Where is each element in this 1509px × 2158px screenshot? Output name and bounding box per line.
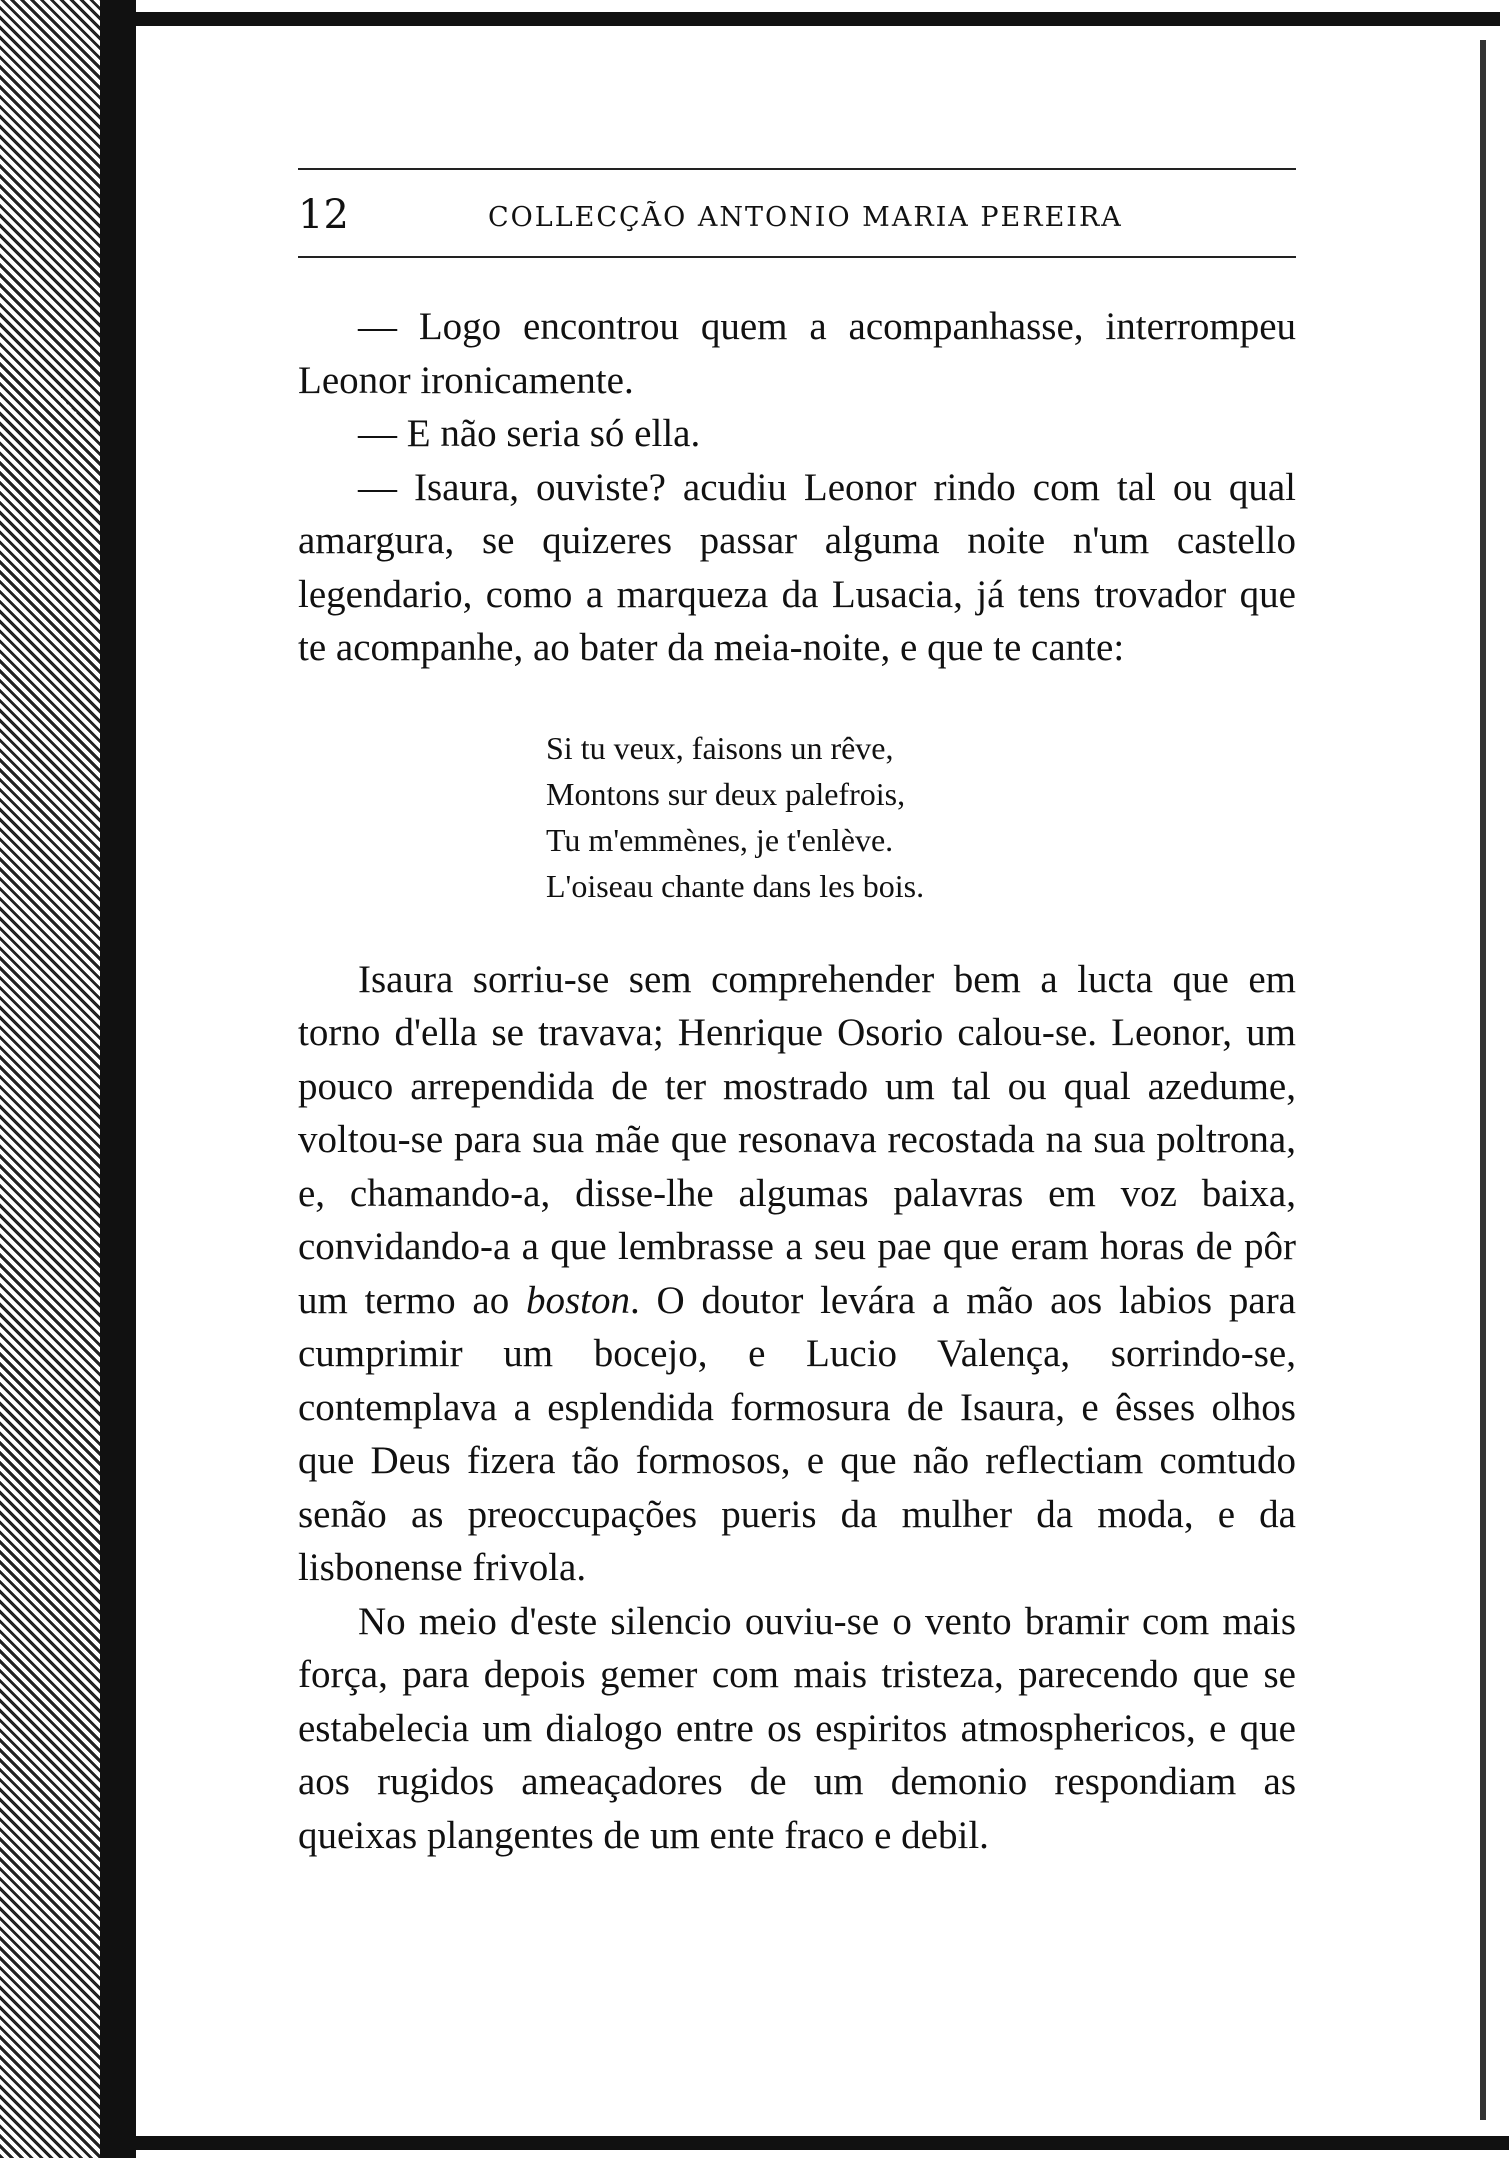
poem-line: Tu m'emmènes, je t'enlève. bbox=[546, 821, 894, 858]
paragraph-text: . O doutor levára a mão aos labios para cumprimir um bocejo, e Lucio Valença, sorrindo-se, contemplava a esplendida formosura de Isaura, e êsses olhos que Deus fizera tão formosos, e que não reflectiam comtudo senão as preoccupações pueris da mulher da moda, e da lisbonense frivola. bbox=[298, 1278, 1296, 1589]
dialogue-line: — E não seria só ella. bbox=[358, 412, 701, 455]
scan-top-edge bbox=[130, 12, 1500, 26]
scan-bottom-edge bbox=[110, 2136, 1509, 2150]
paragraph bbox=[298, 953, 1296, 1595]
dialogue-line: — Isaura, ouviste? acudiu Leonor rindo com tal ou qual amargura, se quizeres passar alguma noite n'um castello legendario, como a marqueza da Lusacia, já tens trovador que te acompanhe, ao bater da meia-noite, e que te cante: bbox=[298, 465, 1296, 669]
scan-right-edge bbox=[1480, 40, 1486, 2120]
page-number: 12 bbox=[298, 192, 349, 238]
poem-line: L'oiseau chante dans les bois. bbox=[546, 867, 925, 904]
page-body bbox=[298, 300, 1296, 1862]
dialogue-line: — Logo encontrou quem a acompanhasse, interrompeu Leonor ironicamente. bbox=[298, 305, 1296, 402]
paragraph: No meio d'este silencio ouviu-se o vento bramir com mais força, para depois gemer com mais tristeza, parecendo que se estabelecia um dialogo entre os espiritos atmosphericos, e que aos rugidos ameaçadores de um demonio respondiam as queixas plangentes de um ente fraco e debil. bbox=[298, 1599, 1296, 1857]
poem-stanza bbox=[546, 725, 1296, 909]
poem-line: Montons sur deux palefrois, bbox=[546, 775, 906, 812]
running-title: COLLECÇÃO ANTONIO MARIA PEREIRA bbox=[488, 202, 1123, 233]
poem-line: Si tu veux, faisons un rêve, bbox=[546, 729, 894, 766]
paragraph-text: Isaura sorriu-se sem comprehender bem a lucta que em torno d'ella se travava; Henrique Osorio calou-se. Leonor, um pouco arrependida de ter mostrado um tal ou qual azedume, voltou-se para sua mãe que resonava recostada na sua poltrona, e, chamando-a, disse-lhe algumas palavras em voz baixa, convidando-a a que lembrasse a seu pae que eram horas de pôr um termo ao bbox=[298, 957, 1296, 1322]
page-header bbox=[298, 168, 1296, 258]
binding-edge bbox=[100, 0, 136, 2158]
italic-word: boston bbox=[525, 1278, 630, 1322]
